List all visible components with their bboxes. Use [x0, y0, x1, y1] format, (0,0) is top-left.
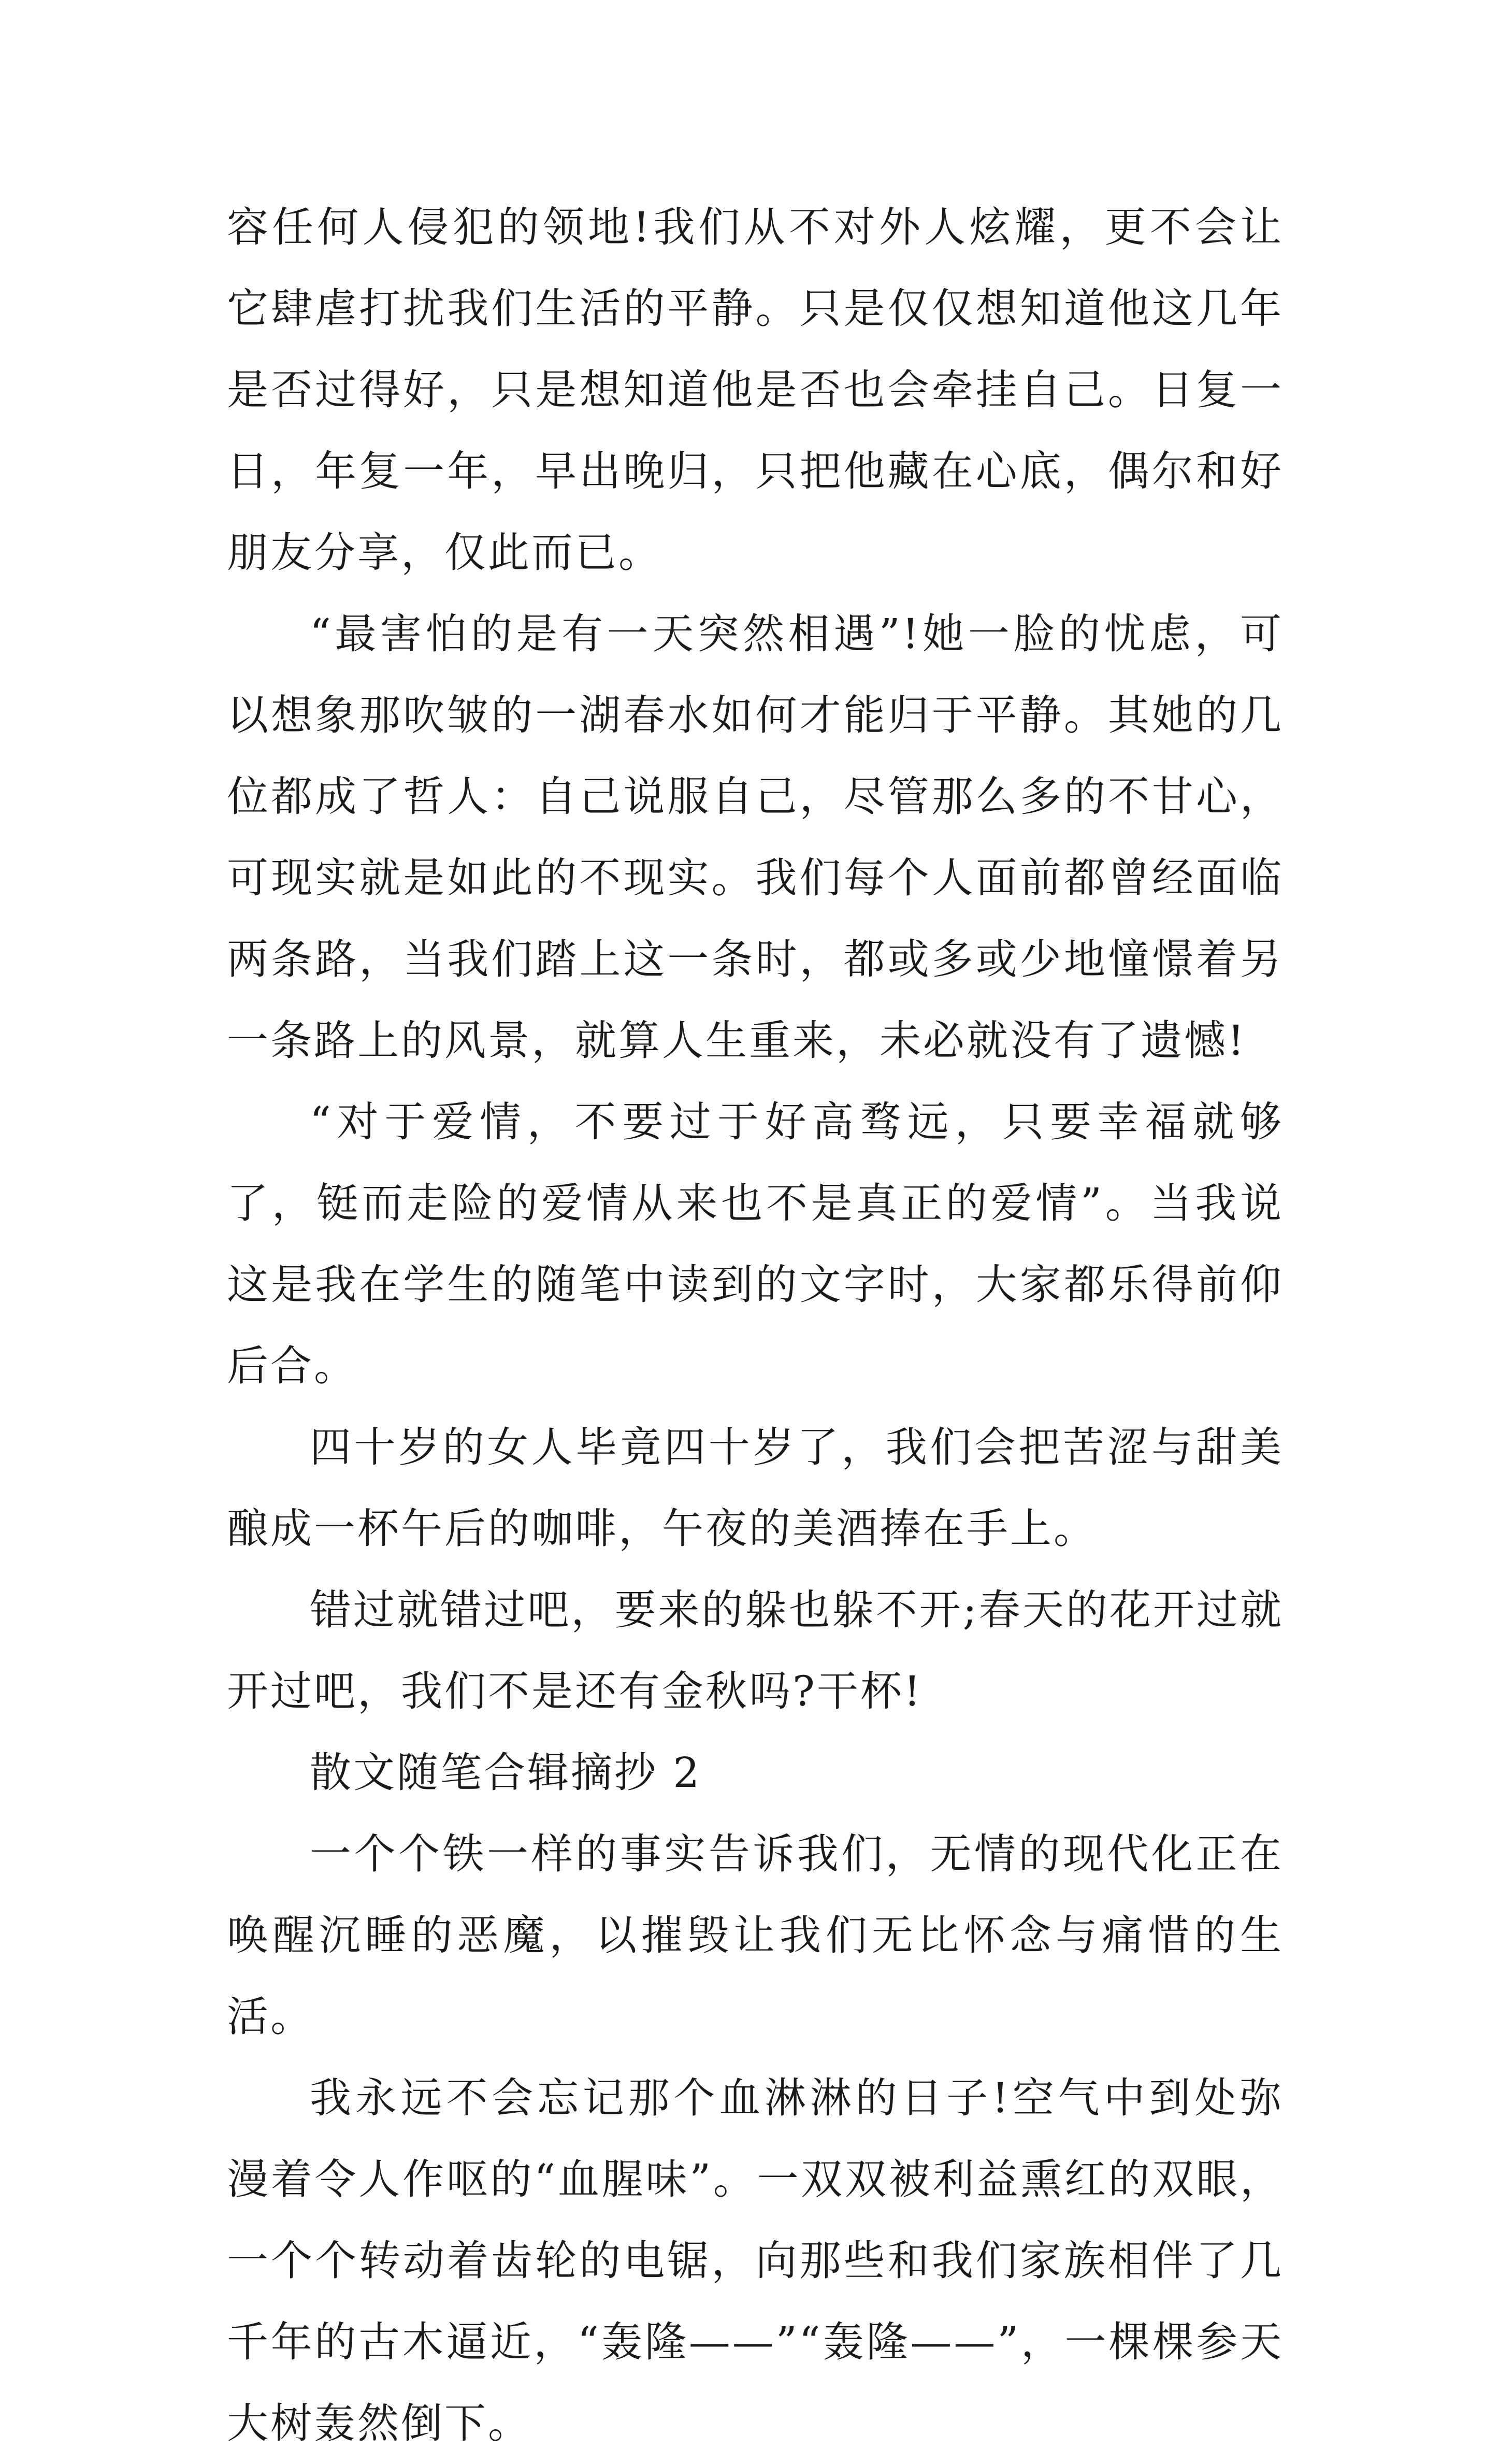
paragraph-7: 我永远不会忘记那个血淋淋的日子!空气中到处弥漫着令人作呕的“血腥味”。一双双被利益熏红的双眼，一个个转动着齿轮的电锯，向那些和我们家族相伴了几千年的古木逼近，“轰隆——”“轰隆——”，一棵棵参天大树轰然倒下。	[227, 2074, 1284, 2447]
paragraph-1: 容任何人侵犯的领地!我们从不对外人炫耀，更不会让它肆虐打扰我们生活的平静。只是仅仅想知道他这几年是否过得好，只是想知道他是否也会牵挂自己。日复一日，年复一年，早出晚归，只把他藏在心底，偶尔和好朋友分享，仅此而已。	[227, 203, 1284, 577]
paragraph-3: “对于爱情，不要过于好高骛远，只要幸福就够了，铤而走险的爱情从来也不是真正的爱情”。当我说这是我在学生的随笔中读到的文字时，大家都乐得前仰后合。	[227, 1098, 1284, 1390]
paragraph-2: “最害怕的是有一天突然相遇”!她一脸的忧虑，可以想象那吹皱的一湖春水如何才能归于平静。其她的几位都成了哲人：自己说服自己，尽管那么多的不甘心，可现实就是如此的不现实。我们每个人面前都曾经面临两条路，当我们踏上这一条时，都或多或少地憧憬着另一条路上的风景，就算人生重来，未必就没有了遗憾!	[227, 610, 1284, 1065]
paragraph-5: 错过就错过吧，要来的躲也躲不开;春天的花开过就开过吧，我们不是还有金秋吗?干杯!	[227, 1586, 1284, 1715]
paragraph-4: 四十岁的女人毕竟四十岁了，我们会把苦涩与甜美酿成一杯午后的咖啡，午夜的美酒捧在手上。	[227, 1423, 1284, 1553]
paragraph-6: 一个个铁一样的事实告诉我们，无情的现代化正在唤醒沉睡的恶魔，以摧毁让我们无比怀念与痛惜的生活。	[227, 1830, 1284, 2041]
section-heading: 散文随笔合辑摘抄 2	[310, 1749, 702, 1797]
body-text	[227, 187, 1284, 2464]
